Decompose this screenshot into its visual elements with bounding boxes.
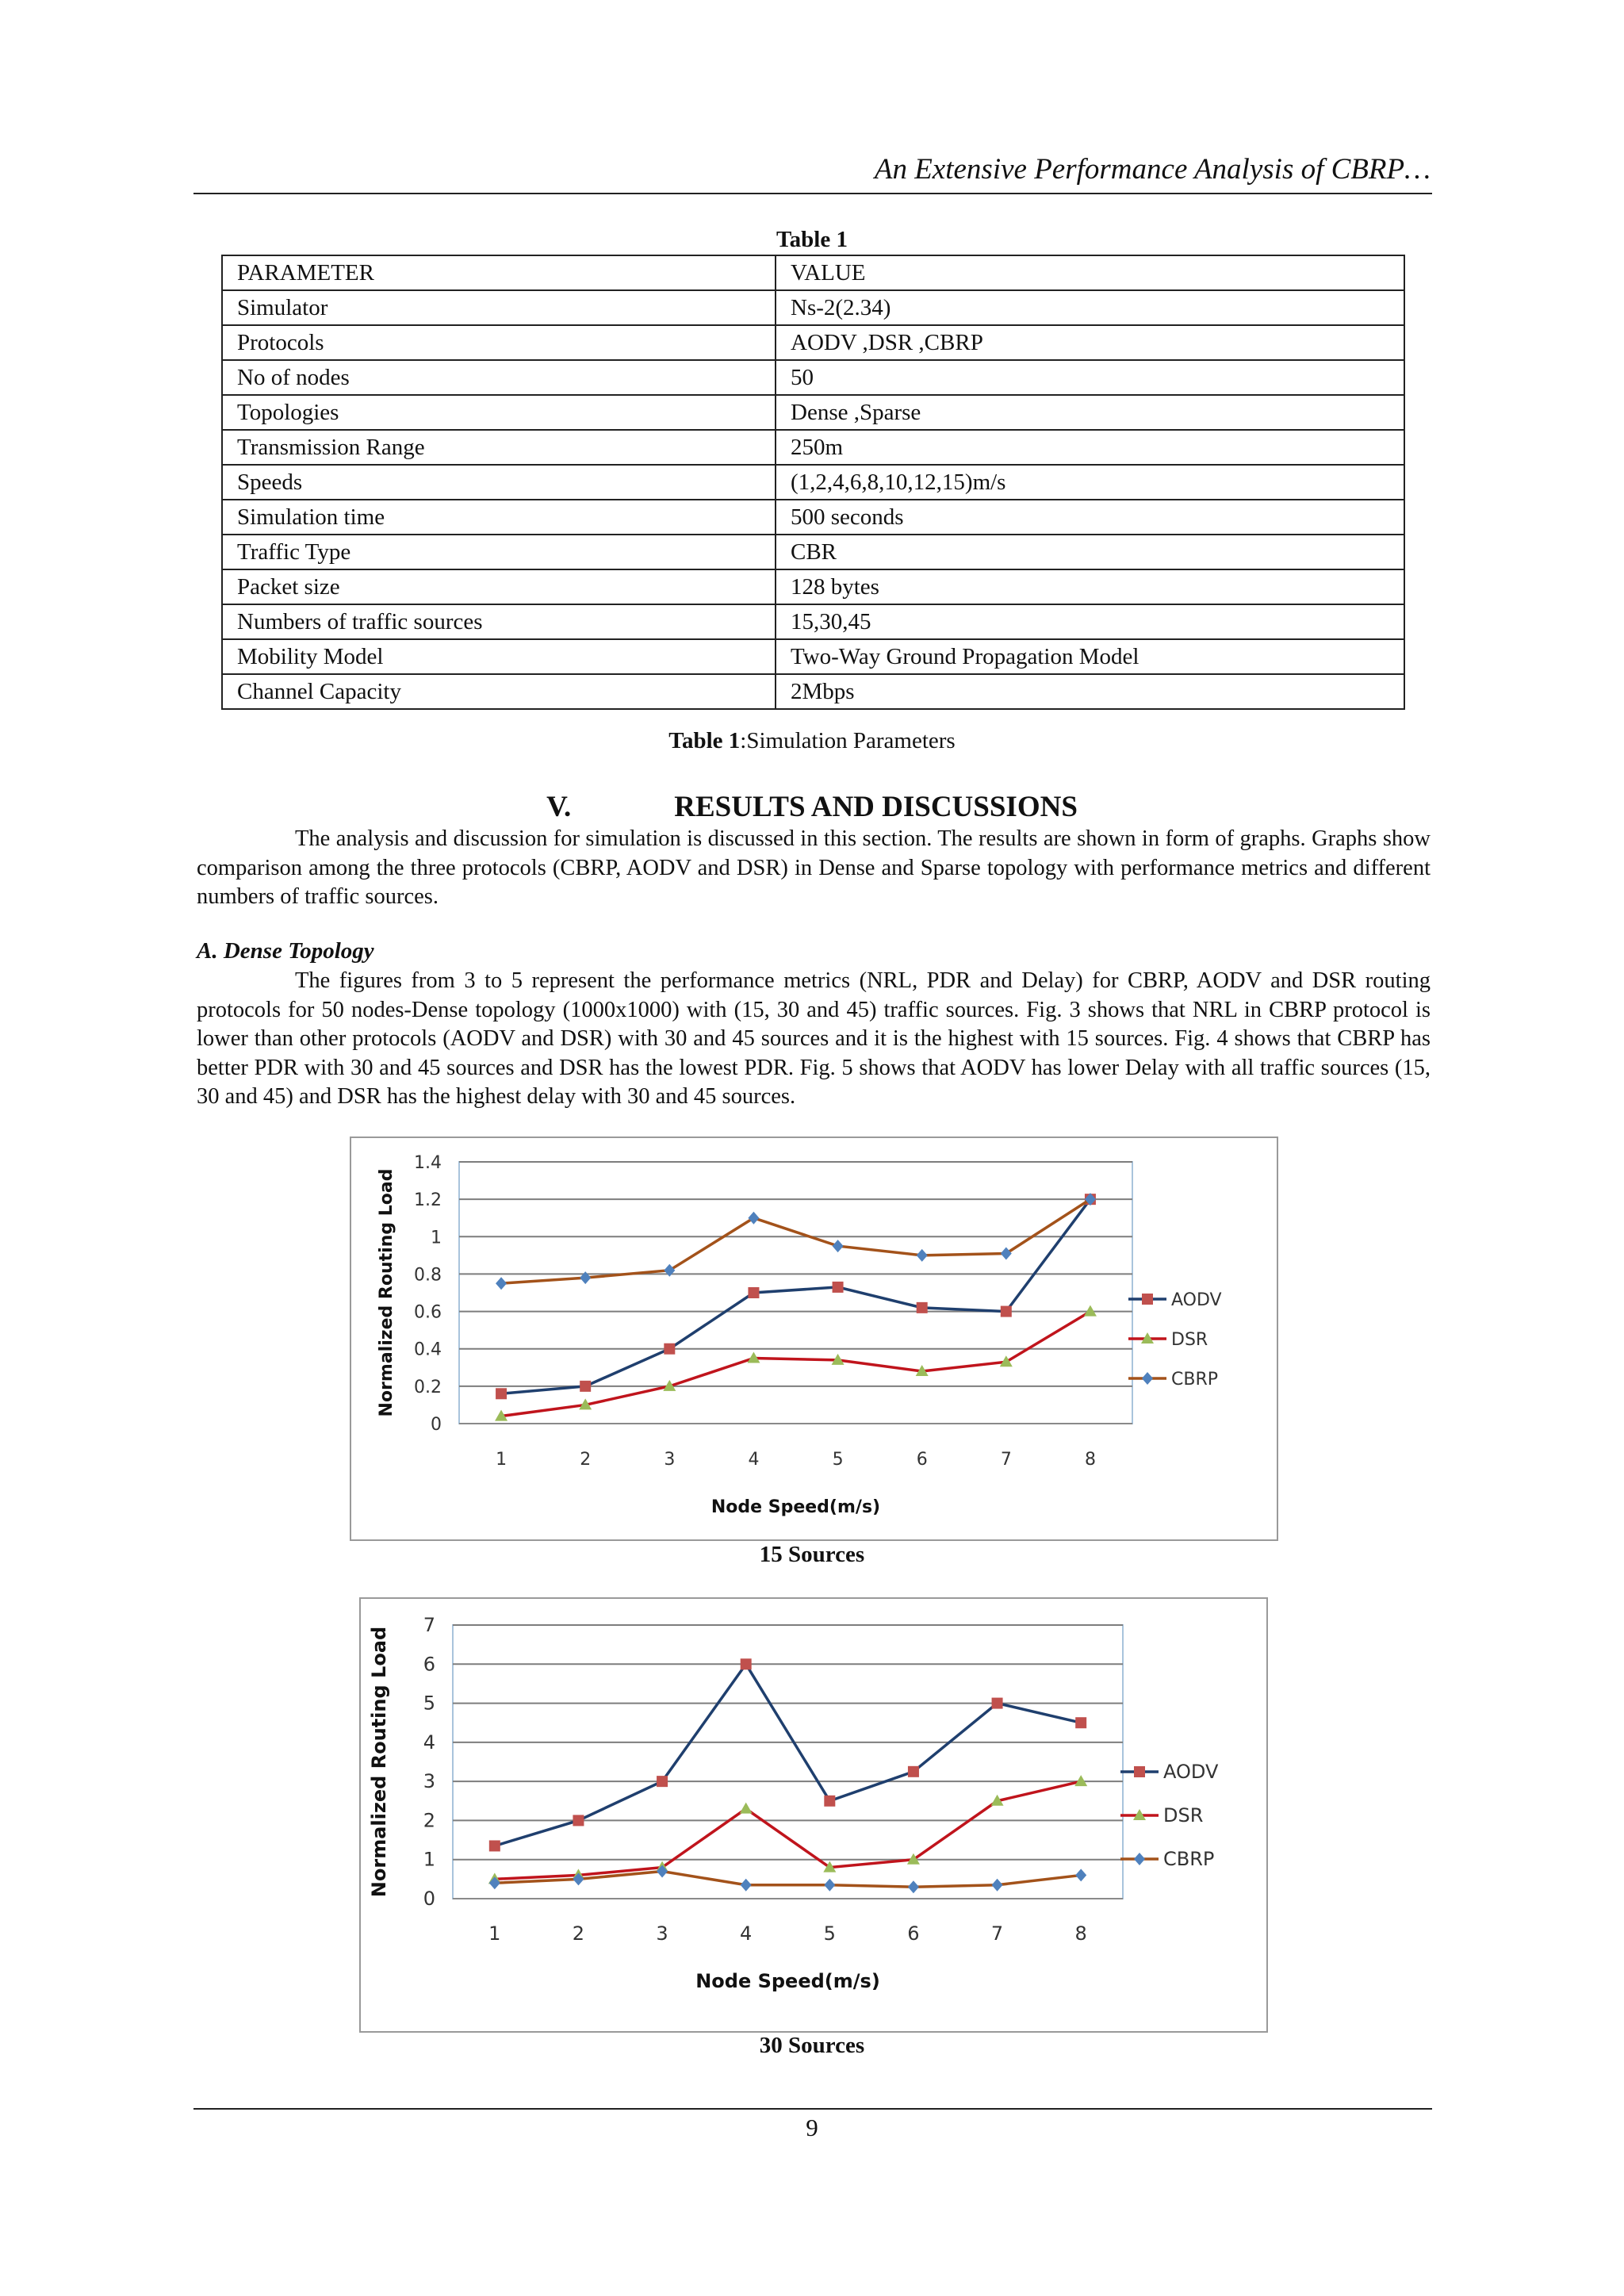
y-tick-label: 0.2 [414, 1377, 442, 1397]
x-tick-label: 1 [496, 1450, 508, 1470]
parameter-cell: Topologies [222, 395, 776, 430]
data-point [917, 1302, 928, 1313]
data-point [833, 1282, 844, 1293]
data-point [1084, 1305, 1097, 1317]
value-cell: 2Mbps [776, 674, 1404, 709]
data-point [748, 1212, 759, 1225]
header-rule [193, 193, 1432, 194]
table-row [222, 255, 1404, 290]
y-tick-label: 7 [423, 1614, 435, 1636]
table-row [222, 360, 1404, 395]
x-tick-label: 3 [656, 1922, 668, 1945]
data-point [496, 1277, 507, 1290]
table-row [222, 535, 1404, 569]
parameter-cell: Transmission Range [222, 430, 776, 465]
legend-label: DSR [1171, 1330, 1208, 1350]
data-point [824, 1879, 835, 1892]
running-header: An Extensive Performance Analysis of CBRP… [874, 153, 1431, 186]
table-row [222, 465, 1404, 500]
x-tick-label: 7 [1000, 1450, 1012, 1470]
table-row [222, 674, 1404, 709]
table-caption-text: :Simulation Parameters [740, 728, 956, 753]
parameters-table [221, 255, 1405, 710]
y-tick-label: 3 [423, 1770, 435, 1793]
x-tick-label: 3 [664, 1450, 676, 1470]
section-number: V. [546, 791, 572, 823]
legend-entry-aodv [1128, 1290, 1222, 1310]
parameter-cell: Numbers of traffic sources [222, 604, 776, 639]
data-point [1075, 1869, 1086, 1881]
value-cell: Dense ,Sparse [776, 395, 1404, 430]
legend-entry-dsr [1120, 1804, 1203, 1826]
value-cell: 250m [776, 430, 1404, 465]
y-axis-label: Normalized Routing Load [377, 1168, 396, 1417]
y-tick-label: 1.4 [414, 1153, 442, 1173]
y-tick-label: 0 [423, 1888, 435, 1910]
series-cbrp [496, 1193, 1096, 1290]
parameter-cell: Mobility Model [222, 639, 776, 674]
section-title: RESULTS AND DISCUSSIONS [674, 791, 1078, 823]
legend-entry-cbrp [1120, 1848, 1214, 1870]
series-dsr [488, 1775, 1087, 1884]
chart-caption-15: 15 Sources [759, 1542, 865, 1567]
subsection-paragraph: The figures from 3 to 5 represent the performance metrics (NRL, PDR and Delay) for CBRP, AODV and DSR routing protocols for 50 nodes-Dense topology (1000x1000) with (15, 30 and 45) traffic sources. Fig. 3 shows that NRL in CBRP protocol is lower than other protocols (AODV and DSR) with 30 and 45 sources and it is the highest with 15 sources. Fig. 4 shows that CBRP has better PDR with 30 and 45 sources and DSR has the lowest PDR. Fig. 5 shows that AODV has lower Delay with all traffic sources (15, 30 and 45) and DSR has the highest delay with 30 and 45 sources. [197, 968, 1431, 1109]
x-axis-label: Node Speed(m/s) [695, 1970, 880, 1992]
x-tick-label: 8 [1084, 1450, 1096, 1470]
x-tick-label: 1 [488, 1922, 501, 1945]
chart-30-sources [359, 1597, 1268, 2033]
y-tick-label: 5 [423, 1692, 435, 1715]
data-point [657, 1776, 668, 1787]
parameter-cell: Simulator [222, 290, 776, 325]
legend-marker [1142, 1372, 1153, 1385]
y-tick-label: 6 [423, 1653, 435, 1676]
series-line [501, 1199, 1090, 1283]
data-point [664, 1343, 675, 1355]
value-cell: 15,30,45 [776, 604, 1404, 639]
value-cell: VALUE [776, 255, 1404, 290]
x-tick-label: 4 [748, 1450, 760, 1470]
legend-label: AODV [1163, 1761, 1219, 1783]
table-caption [0, 728, 1624, 754]
chart-svg [361, 1599, 1266, 2031]
data-point [1001, 1306, 1012, 1317]
data-point [1075, 1717, 1086, 1728]
series-aodv [489, 1658, 1086, 1851]
x-tick-label: 2 [580, 1450, 592, 1470]
data-point [992, 1698, 1003, 1709]
y-tick-label: 0 [431, 1415, 442, 1435]
data-point [580, 1381, 591, 1392]
parameter-cell: Protocols [222, 325, 776, 360]
table-row [222, 500, 1404, 535]
value-cell: 128 bytes [776, 569, 1404, 604]
data-point [748, 1287, 759, 1298]
legend-marker [1134, 1853, 1145, 1865]
parameter-cell: Simulation time [222, 500, 776, 535]
table-row [222, 290, 1404, 325]
legend-entry-aodv [1120, 1761, 1219, 1783]
value-cell: CBR [776, 535, 1404, 569]
data-point [573, 1815, 584, 1826]
y-tick-label: 1 [431, 1228, 442, 1248]
chart-svg [351, 1138, 1277, 1539]
data-point [489, 1840, 500, 1851]
footer-rule [193, 2108, 1432, 2110]
data-point [908, 1880, 919, 1893]
legend-label: CBRP [1163, 1848, 1215, 1870]
table-caption-label: Table 1 [668, 728, 741, 753]
x-tick-label: 4 [740, 1922, 753, 1945]
parameter-cell: Speeds [222, 465, 776, 500]
chart-caption-30: 30 Sources [759, 2033, 865, 2058]
table-row [222, 639, 1404, 674]
table-title: Table 1 [776, 227, 848, 252]
value-cell: Ns-2(2.34) [776, 290, 1404, 325]
value-cell: 50 [776, 360, 1404, 395]
x-tick-label: 5 [823, 1922, 836, 1945]
parameter-cell: Traffic Type [222, 535, 776, 569]
data-point [741, 1879, 752, 1892]
data-point [496, 1388, 507, 1399]
parameter-cell: PARAMETER [222, 255, 776, 290]
y-axis-label: Normalized Routing Load [368, 1626, 390, 1898]
y-tick-label: 1 [423, 1848, 435, 1871]
data-point [740, 1803, 753, 1814]
page-number: 9 [806, 2114, 818, 2141]
x-tick-label: 2 [572, 1922, 585, 1945]
y-tick-label: 2 [423, 1809, 435, 1832]
data-point [908, 1766, 919, 1777]
x-tick-label: 6 [916, 1450, 928, 1470]
value-cell: (1,2,4,6,8,10,12,15)m/s [776, 465, 1404, 500]
legend-marker [1134, 1766, 1145, 1777]
table-row [222, 569, 1404, 604]
table-row [222, 430, 1404, 465]
table-row [222, 325, 1404, 360]
x-tick-label: 8 [1074, 1922, 1087, 1945]
plot-area [459, 1162, 1132, 1424]
parameter-cell: No of nodes [222, 360, 776, 395]
x-tick-label: 6 [907, 1922, 920, 1945]
legend-label: DSR [1163, 1804, 1204, 1826]
value-cell: 500 seconds [776, 500, 1404, 535]
y-tick-label: 1.2 [414, 1190, 442, 1211]
legend-label: CBRP [1171, 1370, 1219, 1389]
value-cell: Two-Way Ground Propagation Model [776, 639, 1404, 674]
data-point [1074, 1775, 1087, 1786]
y-tick-label: 4 [423, 1731, 435, 1754]
series-cbrp [489, 1865, 1086, 1894]
parameter-cell: Packet size [222, 569, 776, 604]
x-tick-label: 7 [990, 1922, 1004, 1945]
legend-marker [1142, 1294, 1153, 1305]
y-tick-label: 0.4 [414, 1340, 442, 1360]
table-row [222, 604, 1404, 639]
legend-entry-dsr [1128, 1330, 1208, 1350]
series-line [495, 1781, 1081, 1879]
plot-area [453, 1625, 1123, 1899]
value-cell: AODV ,DSR ,CBRP [776, 325, 1404, 360]
legend-label: AODV [1171, 1290, 1222, 1310]
chart-15-sources [350, 1137, 1278, 1541]
data-point [833, 1240, 844, 1252]
subsection-title: A. Dense Topology [197, 938, 374, 964]
x-tick-label: 5 [832, 1450, 844, 1470]
y-tick-label: 0.6 [414, 1302, 442, 1323]
series-aodv [496, 1194, 1096, 1399]
data-point [992, 1879, 1003, 1892]
data-point [741, 1658, 752, 1669]
parameter-cell: Channel Capacity [222, 674, 776, 709]
y-tick-label: 0.8 [414, 1265, 442, 1286]
data-point [917, 1249, 928, 1262]
data-point [824, 1796, 835, 1807]
table-row [222, 395, 1404, 430]
series-dsr [495, 1305, 1097, 1421]
x-axis-label: Node Speed(m/s) [710, 1497, 881, 1517]
section-heading [0, 790, 1624, 824]
data-point [1001, 1248, 1012, 1260]
intro-paragraph: The analysis and discussion for simulation is discussed in this section. The results are shown in form of graphs. Graphs show comparison among the three protocols (CBRP, AODV and DSR) in Dense and Sparse topology with performance metrics and different numbers of traffic sources. [197, 826, 1431, 909]
legend-entry-cbrp [1128, 1370, 1218, 1389]
